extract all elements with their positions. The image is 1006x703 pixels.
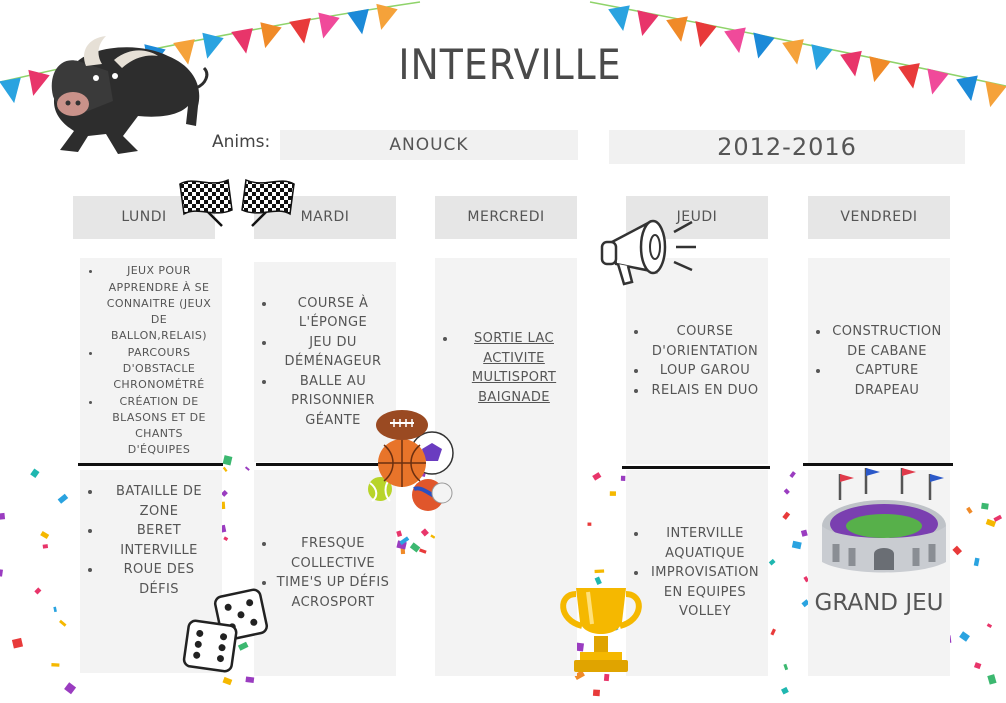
list-item: • ROUE DES DÉFIS xyxy=(102,560,216,599)
sports-balls-icon xyxy=(362,405,474,517)
divider xyxy=(78,463,223,466)
list-item: • CONSTRUCTION DE CABANE xyxy=(830,322,944,361)
megaphone-icon xyxy=(598,212,700,290)
list-item: • JEUX POUR APPRENDRE À SE CONNAITRE (JEUX DE BALLON,RELAIS) xyxy=(102,263,216,344)
page-title: INTERVILLE xyxy=(398,40,622,89)
list-item: • COURSE À L'ÉPONGE xyxy=(276,294,390,333)
list-item: • RELAIS EN DUO xyxy=(648,381,762,401)
list-item: • IMPROVISATION EN EQUIPES VOLLEY xyxy=(648,563,762,622)
list-item: • BATAILLE DE ZONE xyxy=(102,482,216,521)
anims-label: Anims: xyxy=(212,132,271,152)
day-header-lundi: LUNDI xyxy=(73,196,215,239)
lundi-morning xyxy=(80,258,222,464)
list-item: • JEU DU DÉMÉNAGEUR xyxy=(276,333,390,372)
grand-jeu-label: GRAND JEU xyxy=(814,590,944,616)
vendredi-morning xyxy=(808,258,950,464)
list-item: • BERET INTERVILLE xyxy=(102,521,216,560)
stadium-icon xyxy=(818,466,950,578)
day-header-mercredi: MERCREDI xyxy=(435,196,577,239)
list-item: • PARCOURS D'OBSTACLE CHRONOMÉTRÉ xyxy=(102,345,216,394)
list-item: • CRÉATION DE BLASONS ET DE CHANTS D'ÉQUIPES xyxy=(102,394,216,459)
list-item: • CAPTURE DRAPEAU xyxy=(830,361,944,400)
trophy-icon xyxy=(552,580,650,676)
day-header-mardi: MARDI xyxy=(254,196,396,239)
list-item: • FRESQUE COLLECTIVE xyxy=(276,534,390,573)
anim-name: ANOUCK xyxy=(280,130,578,160)
dice-icon xyxy=(178,585,272,675)
list-item: • COURSE D'ORIENTATION xyxy=(648,322,762,361)
list-item: • LOUP GAROU xyxy=(648,361,762,381)
list-item: • SORTIE LAC ACTIVITE MULTISPORT BAIGNADE xyxy=(457,329,571,407)
day-header-jeudi: JEUDI xyxy=(626,196,768,239)
years-range: 2012-2016 xyxy=(609,130,965,164)
divider xyxy=(622,466,770,469)
list-item: • INTERVILLE AQUATIQUE xyxy=(648,524,762,563)
list-item: • BALLE AU PRISONNIER GÉANTE xyxy=(276,372,390,431)
bull-icon xyxy=(18,26,218,156)
day-header-vendredi: VENDREDI xyxy=(808,196,950,239)
checkered-flags-icon xyxy=(172,176,302,228)
list-item: • TIME'S UP DÉFIS ACROSPORT xyxy=(276,573,390,612)
